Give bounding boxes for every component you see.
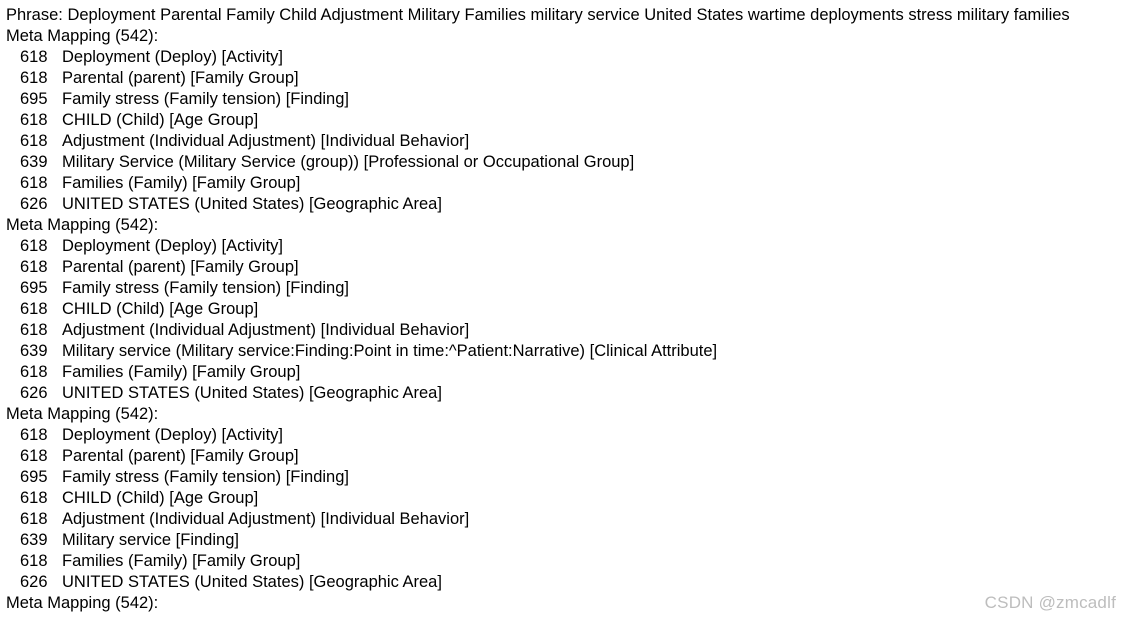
mapping-entry [6, 278, 1130, 299]
mapping-score: 618 [20, 132, 48, 150]
mapping-entry [6, 236, 1130, 257]
mapping-score: 618 [20, 447, 48, 465]
mapping-score: 626 [20, 573, 48, 591]
mapping-concept: Deployment (Deploy) [Activity] [62, 426, 283, 444]
mapping-concept: Parental (parent) [Family Group] [62, 447, 299, 465]
meta-mapping-header: Meta Mapping (542): [6, 594, 159, 612]
mapping-entry [6, 467, 1130, 488]
mapping-concept: Families (Family) [Family Group] [62, 363, 301, 381]
mapping-entry [6, 299, 1130, 320]
mapping-score: 618 [20, 174, 48, 192]
mapping-entry [6, 173, 1130, 194]
mapping-score: 618 [20, 300, 48, 318]
mapping-score: 618 [20, 69, 48, 87]
mapping-entry [6, 341, 1130, 362]
mapping-entry [6, 320, 1130, 341]
meta-mapping-block [6, 593, 1130, 614]
console-output [6, 5, 1130, 614]
mapping-score: 639 [20, 153, 48, 171]
meta-mapping-block [6, 26, 1130, 215]
mapping-concept: Adjustment (Individual Adjustment) [Individual Behavior] [62, 321, 470, 339]
mapping-concept: Families (Family) [Family Group] [62, 174, 301, 192]
mapping-concept: Military Service (Military Service (group)) [Professional or Occupational Group] [62, 153, 635, 171]
mapping-score: 618 [20, 426, 48, 444]
mapping-entry [6, 152, 1130, 173]
mapping-score: 639 [20, 531, 48, 549]
meta-mapping-block [6, 404, 1130, 593]
meta-mapping-list [6, 26, 1130, 614]
mapping-concept: Deployment (Deploy) [Activity] [62, 48, 283, 66]
mapping-concept: CHILD (Child) [Age Group] [62, 489, 259, 507]
mapping-score: 695 [20, 90, 48, 108]
mapping-entry [6, 194, 1130, 215]
mapping-score: 618 [20, 363, 48, 381]
mapping-entry [6, 68, 1130, 89]
mapping-score: 695 [20, 279, 48, 297]
mapping-concept: Adjustment (Individual Adjustment) [Individual Behavior] [62, 510, 470, 528]
mapping-entry [6, 488, 1130, 509]
mapping-concept: Military service [Finding] [62, 531, 239, 549]
mapping-score: 618 [20, 510, 48, 528]
meta-mapping-header: Meta Mapping (542): [6, 27, 159, 45]
mapping-score: 618 [20, 48, 48, 66]
mapping-entry [6, 530, 1130, 551]
mapping-entry [6, 425, 1130, 446]
mapping-entry [6, 47, 1130, 68]
mapping-concept: Military service (Military service:Finding:Point in time:^Patient:Narrative) [Clinical Attribute] [62, 342, 718, 360]
mapping-entry [6, 572, 1130, 593]
mapping-concept: Family stress (Family tension) [Finding] [62, 90, 349, 108]
mapping-entry [6, 110, 1130, 131]
mapping-score: 626 [20, 384, 48, 402]
mapping-concept: UNITED STATES (United States) [Geographic Area] [62, 384, 442, 402]
mapping-score: 618 [20, 552, 48, 570]
meta-mapping-header: Meta Mapping (542): [6, 216, 159, 234]
mapping-entry [6, 362, 1130, 383]
mapping-concept: CHILD (Child) [Age Group] [62, 111, 259, 129]
mapping-score: 618 [20, 489, 48, 507]
mapping-concept: Family stress (Family tension) [Finding] [62, 468, 349, 486]
mapping-score: 618 [20, 258, 48, 276]
mapping-entry [6, 446, 1130, 467]
mapping-concept: UNITED STATES (United States) [Geographic Area] [62, 573, 442, 591]
mapping-entry [6, 89, 1130, 110]
mapping-concept: Family stress (Family tension) [Finding] [62, 279, 349, 297]
meta-mapping-header: Meta Mapping (542): [6, 405, 159, 423]
mapping-score: 618 [20, 321, 48, 339]
mapping-concept: Parental (parent) [Family Group] [62, 258, 299, 276]
mapping-entry [6, 131, 1130, 152]
mapping-concept: Deployment (Deploy) [Activity] [62, 237, 283, 255]
mapping-concept: Adjustment (Individual Adjustment) [Individual Behavior] [62, 132, 470, 150]
mapping-entry [6, 509, 1130, 530]
phrase-line: Phrase: Deployment Parental Family Child Adjustment Military Families military service United States wartime deployments stress military families [6, 6, 1070, 24]
csdn-watermark: CSDN @zmcadlf [984, 593, 1116, 612]
mapping-score: 618 [20, 237, 48, 255]
mapping-score: 639 [20, 342, 48, 360]
mapping-score: 695 [20, 468, 48, 486]
mapping-concept: CHILD (Child) [Age Group] [62, 300, 259, 318]
meta-mapping-block [6, 215, 1130, 404]
mapping-concept: Families (Family) [Family Group] [62, 552, 301, 570]
mapping-concept: UNITED STATES (United States) [Geographic Area] [62, 195, 442, 213]
mapping-score: 626 [20, 195, 48, 213]
mapping-concept: Parental (parent) [Family Group] [62, 69, 299, 87]
mapping-entry [6, 257, 1130, 278]
mapping-entry [6, 551, 1130, 572]
mapping-score: 618 [20, 111, 48, 129]
mapping-entry [6, 383, 1130, 404]
